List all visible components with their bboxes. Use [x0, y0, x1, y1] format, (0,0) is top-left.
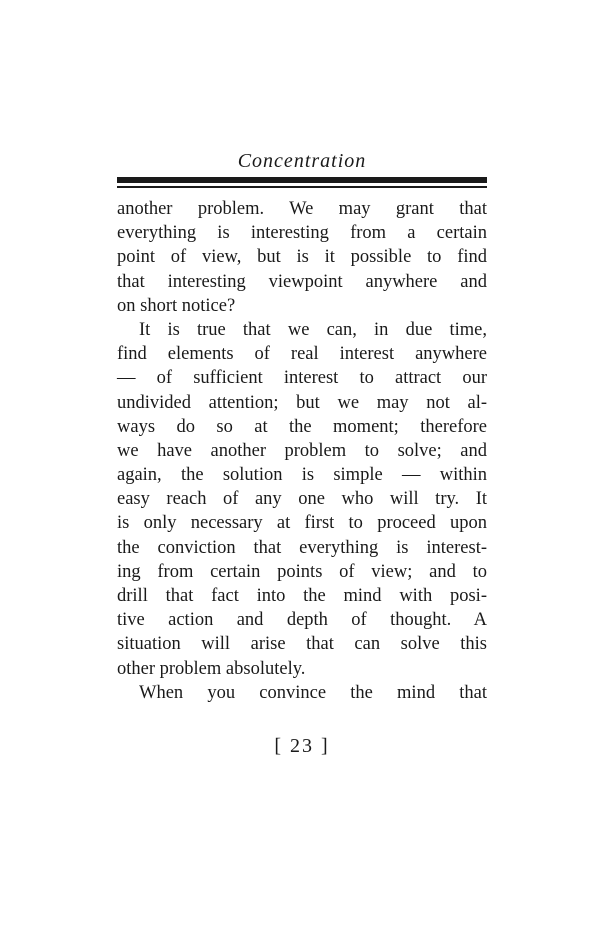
- text-line: ways do so at the moment; therefore: [117, 416, 487, 437]
- page-number: [ 23 ]: [274, 735, 330, 757]
- text-line: point of view, but is it possible to find: [117, 247, 487, 268]
- header-rule-thin: [117, 186, 487, 188]
- text-line: again, the solution is simple — within: [117, 465, 487, 486]
- header-rule-thick: [117, 177, 487, 183]
- body-text: [117, 197, 487, 705]
- text-line: that interesting viewpoint anywhere and: [117, 271, 487, 292]
- text-line: ing from certain points of view; and to: [117, 561, 487, 582]
- text-line: the conviction that everything is interest-: [117, 537, 487, 558]
- text-line: It is true that we can, in due time,: [139, 319, 487, 340]
- text-line: on short notice?: [117, 295, 236, 316]
- text-line: situation will arise that can solve this: [117, 634, 487, 655]
- text-line: other problem absolutely.: [117, 658, 306, 679]
- text-line: undivided attention; but we may not al-: [117, 392, 487, 413]
- text-line: another problem. We may grant that: [117, 199, 487, 219]
- running-head: Concentration: [237, 150, 367, 172]
- text-line: When you convince the mind that: [139, 682, 487, 703]
- text-line: we have another problem to solve; and: [117, 440, 487, 461]
- text-line: find elements of real interest anywhere: [117, 344, 487, 365]
- text-line: everything is interesting from a certain: [117, 223, 487, 244]
- text-line: easy reach of any one who will try. It: [117, 489, 487, 510]
- text-line: is only necessary at first to proceed upon: [117, 513, 487, 534]
- text-line: tive action and depth of thought. A: [117, 610, 487, 631]
- text-line: drill that fact into the mind with posi-: [117, 586, 487, 606]
- text-line: — of sufficient interest to attract our: [117, 368, 487, 389]
